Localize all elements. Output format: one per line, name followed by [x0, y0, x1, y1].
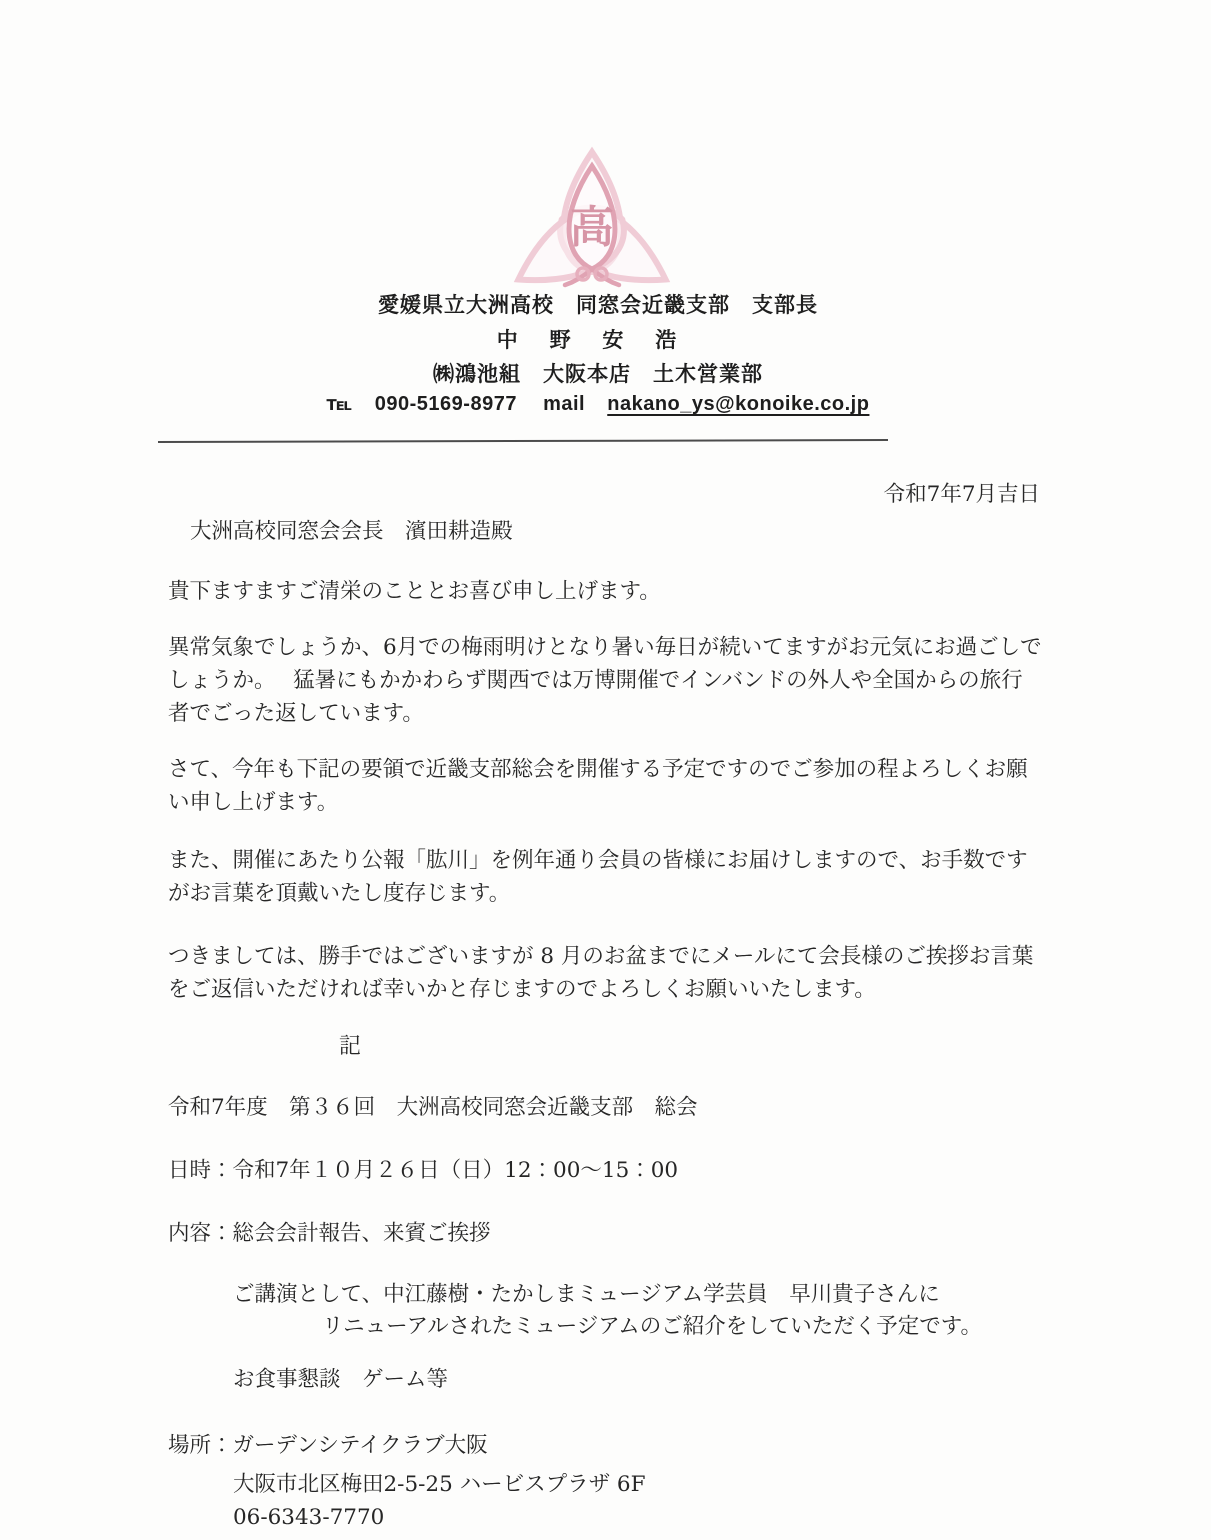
- paragraph-season: [168, 631, 1042, 730]
- paragraph-bulletin: [168, 844, 1028, 910]
- paragraph-line: をご返信いただければ幸いかと存じますのでよろしくお願いいたします。: [168, 977, 876, 1002]
- greeting-line: 貴下ますますご清栄のこととお喜び申し上げます。: [168, 579, 661, 604]
- header-divider-line: [158, 439, 888, 443]
- venue-address: 大阪市北区梅田2-5-25 ハービスプラザ 6F: [233, 1472, 646, 1497]
- paragraph-line: い申し上げます。: [168, 790, 339, 815]
- ki-marker: 記: [339, 1034, 362, 1059]
- lecture-line-1: ご講演として、中江藤樹・たかしまミュージアム学芸員 早川貴子さんに: [233, 1282, 940, 1307]
- letter-date: 令和7年7月吉日: [883, 482, 1040, 507]
- tel-number: 090-5169-8977: [374, 393, 517, 415]
- paragraph-line: 者でごった返しています。: [168, 701, 424, 726]
- addressee: 大洲高校同窓会会長 濱田耕造殿: [190, 519, 513, 544]
- lecture-line-2: リニューアルされたミュージアムのご紹介をしていただく予定です。: [322, 1314, 983, 1339]
- paragraph-line: また、開催にあたり公報「肱川」を例年通り会員の皆様にお届けしますので、お手数です: [168, 848, 1028, 873]
- paragraph-line: つきましては、勝手ではございますが 8 月のお盆までにメールにて会長様のご挨拶お言葉: [168, 944, 1034, 969]
- paragraph-request: [168, 940, 1033, 1006]
- mail-label: mail: [543, 393, 586, 415]
- school-crest-logo: [510, 142, 674, 308]
- email-address: nakano_ys@konoike.co.jp: [607, 393, 870, 415]
- venue-name: 場所：ガーデンシテイクラブ大阪: [168, 1433, 488, 1458]
- sender-organization: 愛媛県立大洲高校 同窓会近畿支部 支部長: [378, 294, 818, 317]
- sender-company: ㈱鴻池組 大阪本店 土木営業部: [433, 363, 763, 386]
- meal-line: お食事懇談 ゲーム等: [233, 1367, 449, 1392]
- school-crest-icon: [510, 142, 674, 308]
- tel-icon: ℡: [326, 393, 353, 415]
- paragraph-line: がお言葉を頂戴いたし度存じます。: [168, 881, 511, 906]
- paragraph-announcement: [168, 753, 1028, 819]
- sender-name: 中 野 安 浩: [496, 329, 690, 352]
- venue-phone: 06-6343-7770: [233, 1505, 385, 1530]
- event-title: 令和7年度 第３６回 大洲高校同窓会近畿支部 総会: [168, 1095, 698, 1120]
- paragraph-line: さて、今年も下記の要領で近畿支部総会を開催する予定ですのでご参加の程よろしくお願: [168, 757, 1028, 782]
- paragraph-line: しょうか。 猛暑にもかかわらず関西では万博開催でインバンドの外人や全国からの旅行: [168, 668, 1023, 693]
- event-content: 内容：総会会計報告、来賓ご挨拶: [168, 1221, 491, 1246]
- paragraph-line: 異常気象でしょうか、6月での梅雨明けとなり暑い毎日が続いてますがお元気にお過ごしで: [168, 635, 1042, 660]
- sender-contact: [0, 391, 1196, 416]
- event-datetime: 日時：令和7年１０月２６日（日）12：00～15：00: [168, 1158, 679, 1183]
- crest-kanji: 高: [570, 203, 614, 252]
